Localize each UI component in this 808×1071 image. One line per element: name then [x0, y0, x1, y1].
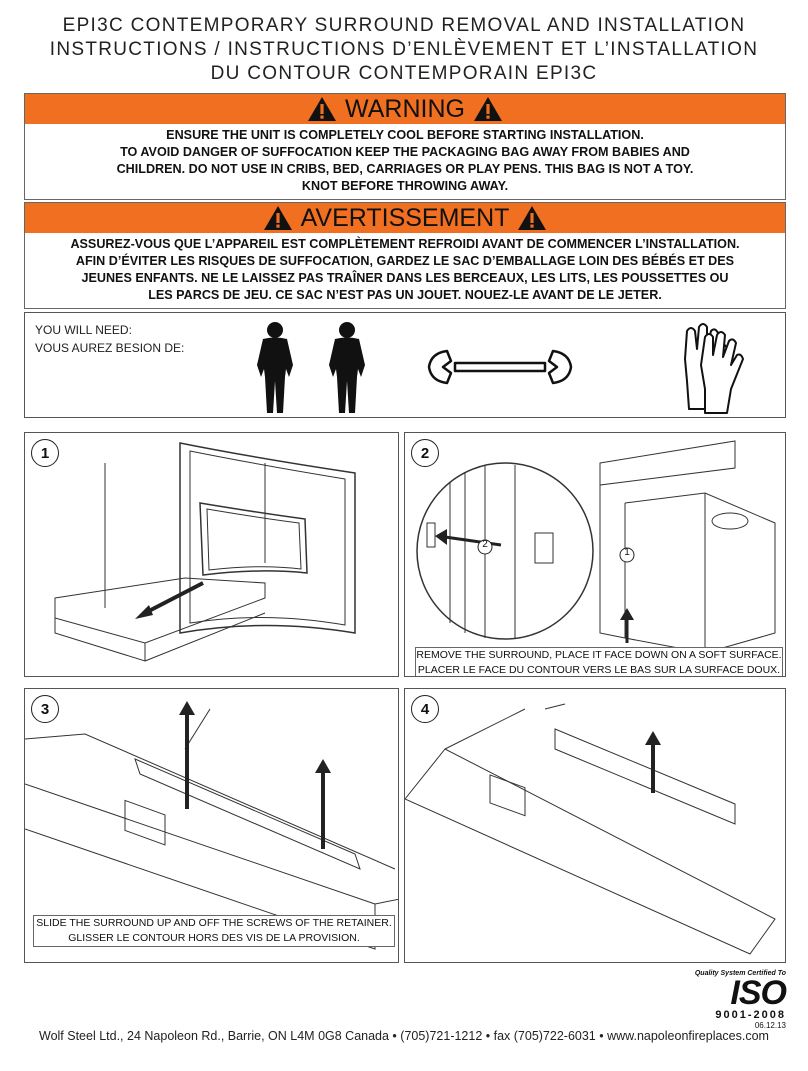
warning-line: KNOT BEFORE THROWING AWAY.: [301, 179, 509, 193]
warning-triangle-icon: [517, 205, 547, 231]
callout-number: 2: [482, 539, 488, 550]
warning-line: ASSUREZ-VOUS QUE L’APPAREIL EST COMPLÈTEMENT REFROIDI AVANT DE COMMENCER L’INSTALLATION.: [70, 237, 740, 251]
warning-bar: [25, 203, 785, 233]
warning-text: [25, 233, 785, 308]
company-footer: Wolf Steel Ltd., 24 Napoleon Rd., Barrie, ON L4M 0G8 Canada • (705)721-1212 • fax (705)722-6031 • www.napoleonfireplaces.com: [39, 1029, 769, 1043]
fireplace-front-illustration: [25, 433, 399, 677]
iso-certification-logo: [686, 970, 786, 1030]
step-number: 2: [411, 439, 439, 467]
title-line-1: EPI3C CONTEMPORARY SURROUND REMOVAL AND INSTALLATION: [62, 15, 746, 36]
step-number: 4: [411, 695, 439, 723]
person-icon: [245, 319, 305, 415]
step-caption: [415, 647, 783, 677]
step-panel-4: [404, 688, 786, 963]
iso-standard: 9001-2008: [715, 1009, 786, 1021]
warning-heading: AVERTISSEMENT: [300, 203, 510, 232]
iso-quality-text: Quality System Certified To: [694, 970, 786, 977]
surround-removed-illustration: [405, 689, 786, 963]
warning-box-english: [24, 93, 786, 200]
title-line-2: INSTRUCTIONS / INSTRUCTIONS D’ENLÈVEMENT ET L’INSTALLATION: [49, 39, 759, 60]
warning-triangle-icon: [473, 96, 503, 122]
step-number: 1: [31, 439, 59, 467]
warning-line: TO AVOID DANGER OF SUFFOCATION KEEP THE PACKAGING BAG AWAY FROM BABIES AND: [120, 145, 690, 159]
step-panel-1: [24, 432, 399, 677]
caption-english: SLIDE THE SURROUND UP AND OFF THE SCREWS OF THE RETAINER.: [36, 917, 392, 929]
warning-line: CHILDREN. DO NOT USE IN CRIBS, BED, CARRIAGES OR PLAY PENS. THIS BAG IS NOT A TOY.: [116, 162, 694, 176]
wrench-icon: [425, 343, 575, 391]
caption-french: GLISSER LE CONTOUR HORS DES VIS DE LA PROVISION.: [68, 932, 360, 944]
warning-line: ENSURE THE UNIT IS COMPLETELY COOL BEFORE STARTING INSTALLATION.: [166, 128, 644, 142]
iso-mark: ISO: [730, 974, 786, 1012]
document-date: 06.12.13: [754, 1021, 786, 1030]
warning-box-french: [24, 202, 786, 309]
warning-triangle-icon: [263, 205, 293, 231]
callout-number: 1: [624, 547, 630, 558]
warning-line: LES PARCS DE JEU. CE SAC N’EST PAS UN JOUET. NOUEZ-LE AVANT DE LE JETER.: [148, 288, 662, 302]
title-line-3: DU CONTOUR CONTEMPORAIN EPI3C: [210, 63, 598, 84]
tools-needed-box: [24, 312, 786, 418]
fireplace-side-illustration: [405, 433, 786, 677]
warning-bar: [25, 94, 785, 124]
warning-line: AFIN D’ÉVITER LES RISQUES DE SUFFOCATION, GARDEZ LE SAC D’EMBALLAGE LOIN DES BÉBÉS ET DES: [75, 254, 735, 268]
step-caption: [33, 915, 395, 947]
step-panel-2: [404, 432, 786, 677]
step-panel-3: [24, 688, 399, 963]
tools-label-english: YOU WILL NEED:: [35, 323, 132, 337]
caption-english: REMOVE THE SURROUND, PLACE IT FACE DOWN ON A SOFT SURFACE.: [416, 649, 782, 661]
gloves-icon: [665, 319, 755, 415]
page-title: [0, 14, 808, 86]
warning-text: [25, 124, 785, 199]
caption-french: PLACER LE FACE DU CONTOUR VERS LE BAS SUR LA SURFACE DOUX.: [417, 664, 781, 676]
warning-line: JEUNES ENFANTS. NE LE LAISSEZ PAS TRAÎNER DANS LES BERCEAUX, LES LITS, LES POUSSETTES OU: [81, 271, 729, 285]
step-number: 3: [31, 695, 59, 723]
warning-triangle-icon: [307, 96, 337, 122]
tools-label-french: VOUS AUREZ BESION DE:: [35, 341, 185, 355]
person-icon: [317, 319, 377, 415]
warning-heading: WARNING: [345, 94, 465, 123]
